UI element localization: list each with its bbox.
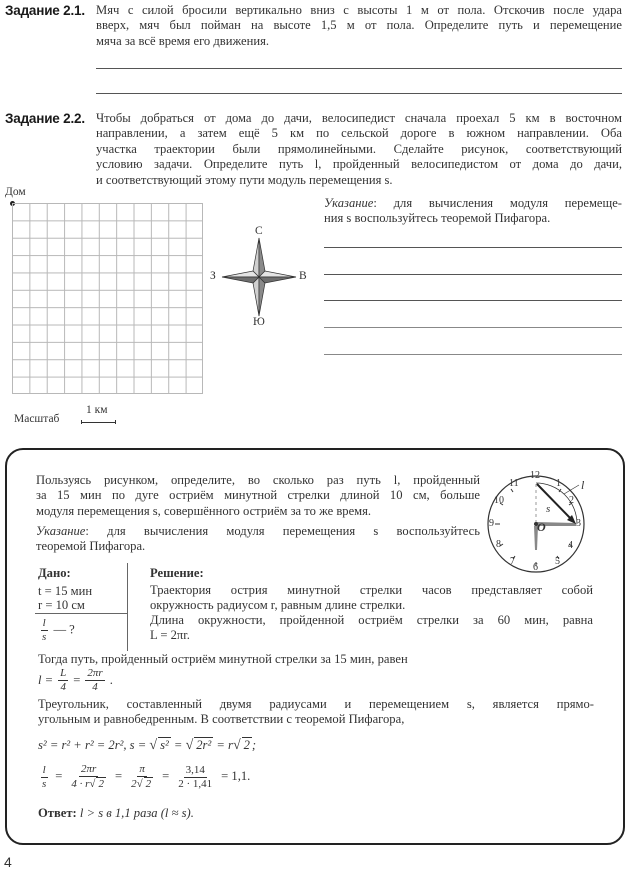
compass-south: Ю <box>253 316 265 328</box>
text-line: угольным и равнобедренным. В соответствии с теоремой Пифагора, <box>38 712 405 727</box>
text-line: Чтобы добраться от дома до дачи, велосипедист сначала проехал 5 км в восточном <box>96 111 622 125</box>
text-line: за 15 мин по дуге остриём минутной стрелки длиной 10 см, больше <box>36 488 480 503</box>
clock-number-2: 2 <box>569 495 574 506</box>
formula-part: . <box>109 672 113 687</box>
given-item: t = 15 мин <box>38 584 93 598</box>
example-hint <box>36 524 480 555</box>
given-divider-horizontal <box>35 613 127 614</box>
task-2-1-text <box>96 3 622 49</box>
triangle-text <box>38 697 594 728</box>
frac-den: s <box>42 631 47 643</box>
formula-part: ; <box>251 738 257 752</box>
text-line: L = 2πr. <box>150 628 190 642</box>
formula-part: = r <box>213 738 233 752</box>
hint-text: : для вычисления модуля перемеще- <box>373 196 622 210</box>
frac-den: 4 <box>92 681 98 693</box>
task-2-2-hint <box>324 196 622 227</box>
hint-prefix: Указание <box>36 524 86 538</box>
text-line: участка траектории были прямолинейными. Сделайте рисунок, соответствующий <box>96 141 622 156</box>
clock-number-11: 11 <box>509 478 519 489</box>
compass-west: З <box>210 270 216 282</box>
frac-num: 3,14 <box>185 763 205 776</box>
clock-vector-label: s <box>546 503 551 515</box>
given-divider-vertical <box>127 563 128 651</box>
clock-number-8: 8 <box>496 539 501 550</box>
text-line: условию задачи. Определите путь l, пройденный велосипедистом от дома до дачи, <box>96 157 622 172</box>
text-line: Треугольник, составленный двумя радиусами и перемещением s, является прямо- <box>38 697 594 711</box>
frac-den: 2 <box>131 778 137 790</box>
task-2-1-label: Задание 2.1. <box>5 3 85 18</box>
answer-line[interactable] <box>324 247 622 248</box>
home-label: Дом <box>5 186 26 198</box>
frac-num: π <box>139 763 145 775</box>
text-line: Пользуясь рисунком, определите, во сколько раз путь l, пройденный <box>36 473 480 487</box>
frac-num: L <box>60 667 67 679</box>
hint-text: ния s воспользуйтесь теоремой Пифагора. <box>324 211 551 226</box>
answer-line[interactable] <box>324 300 622 301</box>
clock-number-6: 6 <box>533 562 538 573</box>
find-suffix: — ? <box>53 622 75 637</box>
frac-den: 4 <box>60 681 66 693</box>
text-line: вверх, мяч был пойман на высоте 1,5 м от пола. Определите путь и перемещение <box>96 18 622 33</box>
scale-label: Масштаб <box>14 413 60 425</box>
scale-unit-label: 1 км <box>86 404 108 416</box>
answer-line[interactable] <box>324 274 622 275</box>
drawing-grid[interactable] <box>12 203 203 394</box>
answer-line[interactable] <box>96 68 622 69</box>
formula-part: l = <box>38 672 54 687</box>
compass-rose <box>215 228 305 328</box>
scale-bar <box>81 420 116 424</box>
frac-den: s <box>42 777 47 790</box>
given-title: Дано: <box>38 566 71 580</box>
compass-east: В <box>299 270 307 282</box>
hint-text: теоремой Пифагора. <box>36 539 146 554</box>
task-2-2-text <box>96 111 622 188</box>
answer-line[interactable] <box>96 93 622 94</box>
clock-number-9: 9 <box>489 518 494 529</box>
answer-label: Ответ: <box>38 806 77 820</box>
text-line: Мяч с силой бросили вертикально вниз с высоты 1 м от пола. Отскочив после удара <box>96 3 622 17</box>
path-formula <box>38 667 113 694</box>
clock-number-1: 1 <box>556 478 561 489</box>
page-number: 4 <box>4 854 12 870</box>
hint-text: : для вычисления модуля перемещения s воспользуйтесь <box>85 524 480 538</box>
compass-icon <box>215 228 305 328</box>
frac-num: 2πr <box>87 667 103 679</box>
text-line: Длина окружности, пройденной остриём стрелки за 60 мин, равна <box>150 613 593 627</box>
clock-number-10: 10 <box>494 495 504 506</box>
text-line: мяча за всё время его движения. <box>96 33 270 48</box>
sqrt-content: 2 <box>98 778 104 790</box>
clock-center-label: O <box>537 520 546 534</box>
clock-arc-label: l <box>581 478 585 492</box>
frac-num: l <box>42 617 46 629</box>
answer-line[interactable] <box>324 327 622 328</box>
clock-number-4: 4 <box>568 540 573 551</box>
pythagoras-formula: s² = r² + r² = 2r², s = √ s² = √ 2r² = r√ 2 ; <box>38 738 257 753</box>
text-line: окружность радиусом r, равным длине стрелки. <box>150 598 406 612</box>
given-item: r = 10 см <box>38 598 85 612</box>
frac-den: 4 · r <box>71 778 90 790</box>
text-line: и соответствующий этому пути модуль перемещения s. <box>96 172 393 187</box>
frac-num: l <box>42 763 46 776</box>
path-intro: Тогда путь, пройденный остриём минутной стрелки за 15 мин, равен <box>38 652 408 666</box>
clock-number-7: 7 <box>510 556 515 567</box>
frac-num: 2πr <box>81 763 97 775</box>
formula-part: = <box>170 738 186 752</box>
task-2-2-label: Задание 2.2. <box>5 111 85 126</box>
text-line: модуля перемещения s, совершённого остриём за то же время. <box>36 503 372 518</box>
answer-line[interactable] <box>324 354 622 355</box>
clock-number-12: 12 <box>530 470 540 481</box>
sqrt-content: s² <box>160 738 169 752</box>
ratio-formula: $\frac{l}{s}$ = $\frac{2\pi r}{4 \cdot r√ 2}$ = $\frac{\pi}{2√ 2}$ = $\frac{3,14}{2 \cdot 1,41}$ = 1,1. <box>42 763 251 790</box>
formula-part: s² = r² + r² = 2r², s = <box>38 738 150 752</box>
formula-result: = 1,1. <box>221 769 251 784</box>
answer-text: l > s в 1,1 раза (l ≈ s). <box>79 806 194 820</box>
frac-den: 2 · 1,41 <box>178 777 213 790</box>
clock-number-3: 3 <box>576 518 581 529</box>
text-line: Траектория острия минутной стрелки часов представляет собой <box>150 583 593 597</box>
find-quantity <box>38 617 75 644</box>
clock-number-5: 5 <box>555 556 560 567</box>
solution-title: Решение: <box>150 566 204 580</box>
text-line: направлении, а затем ещё 5 км по сельской дороге в южном направлении. Оба <box>96 126 622 141</box>
compass-north: С <box>255 225 263 237</box>
formula-part: = <box>73 672 81 687</box>
sqrt-content: 2r² <box>196 738 212 752</box>
sqrt-content: 2 <box>145 778 152 790</box>
example-problem-text <box>36 473 480 519</box>
sqrt-content: 2 <box>243 738 250 752</box>
solution-text <box>150 583 593 643</box>
answer <box>38 806 194 821</box>
hint-prefix: Указание <box>324 196 374 210</box>
